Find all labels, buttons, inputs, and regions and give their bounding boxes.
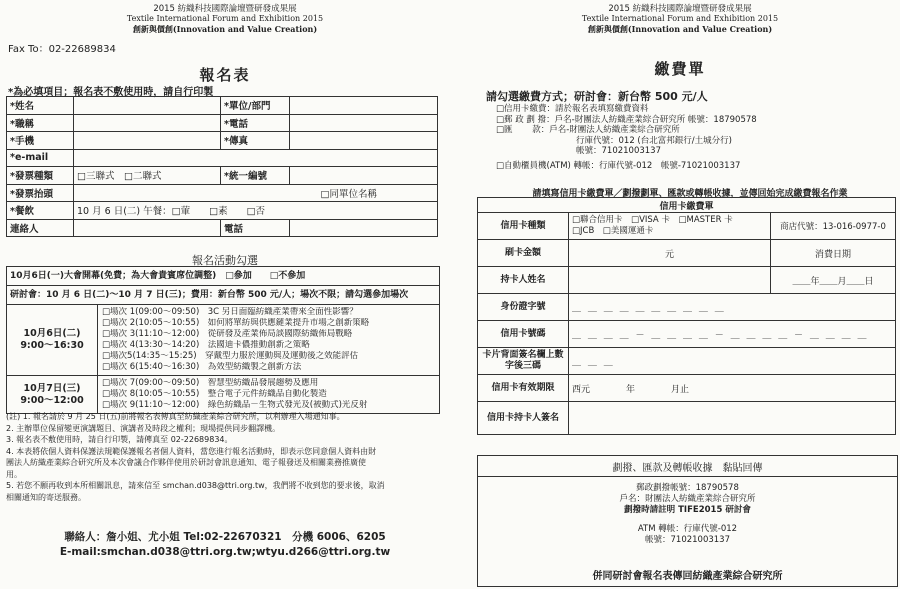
phone-label: *電話 (221, 114, 290, 132)
unit-field[interactable] (290, 97, 438, 115)
day2-block (7, 376, 439, 413)
job-label: *職稱 (7, 114, 74, 132)
contact-phone-label: 電話 (221, 219, 290, 237)
sessions-table (6, 266, 440, 414)
event-header: 2015 紡織科技國際論壇暨研發成果展 Textile International Forum and Exhibition 2015 創新與價創(Innovation and Value Creation) (126, 4, 324, 34)
holder-label: 持卡人姓名 (478, 267, 569, 294)
sessions-title: 報名活動勾選 (192, 254, 258, 267)
credit-card-form (477, 197, 896, 435)
payment-options: □信用卡繳費：請於報名表填寫繳費資料 □郵 政 劃 撥：戶名-財團法人紡織產業綜合研究所 帳號：18790578 □匯 款：戶名-財團法人紡織產業綜合研究所 行庫代號：012 (台北富邦銀行/土城分行) 帳號：71021003137 □自動櫃員機(ATM) 轉帳：行庫代號-012 帳號-71021003137 (496, 104, 896, 171)
card-number-label: 信用卡號碼 (478, 321, 569, 348)
payment-title: 繳費單 (654, 60, 706, 78)
contact-field[interactable] (74, 219, 221, 237)
credit-card-option[interactable]: □信用卡繳費：請於報名表填寫繳費資料 (496, 104, 649, 114)
phone-field[interactable] (290, 114, 438, 132)
expiry-label: 信用卡有效期限 (478, 375, 569, 402)
holder-field[interactable] (569, 267, 771, 294)
credit-card-note: 請填寫信用卡繳費單／劃撥劃單、匯款或轉帳收據，並傳回始完成繳費報名作業 (532, 189, 848, 199)
mobile-field[interactable] (74, 132, 221, 150)
cvv-label: 卡片背面簽名欄上數字後三碼 (478, 348, 569, 375)
registration-title: 報名表 (199, 66, 251, 84)
email-label: *e-mail (7, 149, 74, 167)
contact-label: 連絡人 (7, 219, 74, 237)
day2-label: 10月7日(三) 9:00～12:00 (7, 376, 98, 413)
atm-option[interactable]: □自動櫃員機(ATM) 轉帳：行庫代號-012 帳號-71021003137 (496, 160, 741, 171)
invoice-type-options[interactable]: □三聯式 □二聯式 (74, 167, 221, 185)
name-label: *姓名 (7, 97, 74, 115)
session-checkbox[interactable]: □場次 8(10:05～10:55) 整合電子元件紡織品自動化製造 (102, 389, 327, 399)
remittance-option[interactable]: □匯 款：戶名-財團法人紡織產業綜合研究所 (496, 125, 680, 135)
invoice-title-label: *發票抬頭 (7, 184, 74, 202)
job-field[interactable] (74, 114, 221, 132)
tax-id-field[interactable] (290, 167, 438, 185)
registration-form (6, 96, 438, 237)
remit-bottom-note: 併同研討會報名表傳回紡織產業綜合研究所 (592, 571, 783, 582)
mobile-label: *手機 (7, 132, 74, 150)
fax-field[interactable] (290, 132, 438, 150)
day1-sessions (98, 305, 439, 375)
meal-label: *餐飲 (7, 202, 74, 220)
day2-sessions (98, 376, 439, 413)
event-header: 2015 紡織科技國際論壇暨研發成果展 Textile International Forum and Exhibition 2015 創新與價創(Innovation and Value Creation) (581, 4, 779, 34)
invoice-type-label: *發票種類 (7, 167, 74, 185)
amount-field[interactable]: 元 (569, 240, 771, 267)
name-field[interactable] (74, 97, 221, 115)
day1-block (7, 305, 439, 376)
expiry-field[interactable]: 西元 年 月止 (569, 375, 896, 402)
id-field[interactable]: ＿ ＿ ＿ ＿ ＿ ＿ ＿ ＿ ＿ ＿ (569, 294, 896, 321)
tax-id-label: *統一編號 (221, 167, 290, 185)
session-checkbox[interactable]: □場次 3(11:10～12:00) 從研發及產業佈局談國際紡織佈局戰略 (102, 329, 353, 339)
session-checkbox[interactable]: □場次 9(11:10～12:00) 綠色紡織品－生物式發光及(被動式)光反射 (102, 400, 368, 410)
unit-label: *單位/部門 (221, 97, 290, 115)
session-checkbox[interactable]: □場次5(14:35～15:25) 穿戴型力服於運動與及運動後之效能評估 (102, 351, 359, 361)
id-label: 身份證字號 (478, 294, 569, 321)
card-number-field[interactable]: ＿ ＿ ＿ ＿ － ＿ ＿ ＿ ＿ － ＿ ＿ ＿ ＿ － ＿ ＿ ＿ ＿ (569, 321, 896, 348)
signature-label: 信用卡持卡人簽名 (478, 402, 569, 435)
remittance-receipt-box (477, 455, 898, 587)
card-type-label: 信用卡種類 (478, 213, 569, 240)
card-type-options[interactable]: □聯合信用卡 □VISA 卡 □MASTER 卡 □JCB □美國運通卡 (569, 213, 771, 240)
session-checkbox[interactable]: □場次 4(13:30～14:20) 法國迪卡儂推動創新之策略 (102, 340, 310, 350)
date-label: 消費日期 (771, 240, 896, 267)
email-field[interactable] (74, 149, 438, 167)
session-checkbox[interactable]: □場次 1(09:00～09:50) 3C 另日面臨紡織產業帶來全面性影響？ (102, 307, 358, 317)
contact-phone-field[interactable] (290, 219, 438, 237)
session-checkbox[interactable]: □場次 7(09:00～09:50) 智慧型紡織品發展趨勢及應用 (102, 378, 319, 388)
postal-option[interactable]: □郵 政 劃 撥：戶名-財團法人紡織產業綜合研究所 帳號：18790578 (496, 114, 757, 125)
fax-number: Fax To：02-22689834 (8, 44, 116, 55)
payment-method: 請勾選繳費方式；研討會：新台幣 500 元/人 (486, 90, 708, 103)
session-checkbox[interactable]: □場次 2(10:05～10:55) 如何將單紡與供應鏈業提升市場之創新策略 (102, 318, 370, 328)
merchant-code: 商店代號：13-016-0977-0 (771, 213, 896, 240)
fee-row: 研討會：10 月 6 日(二)～10 月 7 日(三)；費用：新台幣 500 元/人；場次不限；請勾選參加場次 (7, 286, 439, 305)
amount-label: 刷卡金額 (478, 240, 569, 267)
fax-label: *傳真 (221, 132, 290, 150)
signature-field[interactable] (569, 402, 896, 435)
cc-caption: 信用卡繳費單 (478, 198, 896, 213)
payment-page (460, 0, 900, 589)
contact-info: 聯絡人：詹小姐、尤小姐 Tel:02-22670321 分機 6006、6205 E-mail:smchan.d038@ttri.org.tw;wtyu.d266@ttri.org.tw (59, 531, 391, 558)
same-unit-checkbox[interactable]: □同單位名稱 (74, 184, 438, 202)
remarks: (註) 1. 報名請於 9 月 25 日(五)前將報名表傳真至紡織產業綜合研究所，以利辦理入場通知事。 2. 主辦單位保留變更演講題目、演講者及時段之權利；現場提供同步翻譯機。 3. 報名表不敷使用時，請自行印製，請傳真至 02-22689834。 4. 本表將依個人資料保護法規範保護報名者個人資料，當您進行報名活動時，即表示您同意個人資料由財 團法人紡織產業綜合研究所及本次會議合作夥伴使用於研討會訊息通知、電子報發送及相關業務推廣使 用。 5. 若您不願再收到本所相關訊息，請來信至 smchan.d038@ttri.org.tw，我們將不收到您的要求後，取消 相關通知的寄送服務。 (6, 412, 385, 502)
meal-options[interactable]: 10 月 6 日(二) 午餐：□葷 □素 □否 (74, 202, 438, 220)
required-note: *為必填項目；報名表不敷使用時，請自行印製 (8, 87, 214, 98)
remit-details: 郵政劃撥帳號：18790578 戶名：財團法人紡織產業綜合研究所 劃撥時請註明 TIFE2015 研討會 ATM 轉帳：行庫代號-012 帳號：71021003137 (619, 483, 756, 545)
date-field[interactable]: ＿＿年＿＿月＿＿日 (771, 267, 896, 294)
opening-row[interactable]: 10月6日(一)大會開幕(免費；為大會貴賓席位調整) □參加 □不參加 (7, 267, 439, 286)
session-checkbox[interactable]: □場次 6(15:40～16:30) 為效型紡織製之創新方法 (102, 362, 302, 372)
cvv-field[interactable]: ＿ ＿ ＿ (569, 348, 896, 375)
day1-label: 10月6日(二) 9:00～16:30 (7, 305, 98, 375)
remit-title: 劃撥、匯款及轉帳收據 黏貼回傳 (478, 459, 897, 477)
